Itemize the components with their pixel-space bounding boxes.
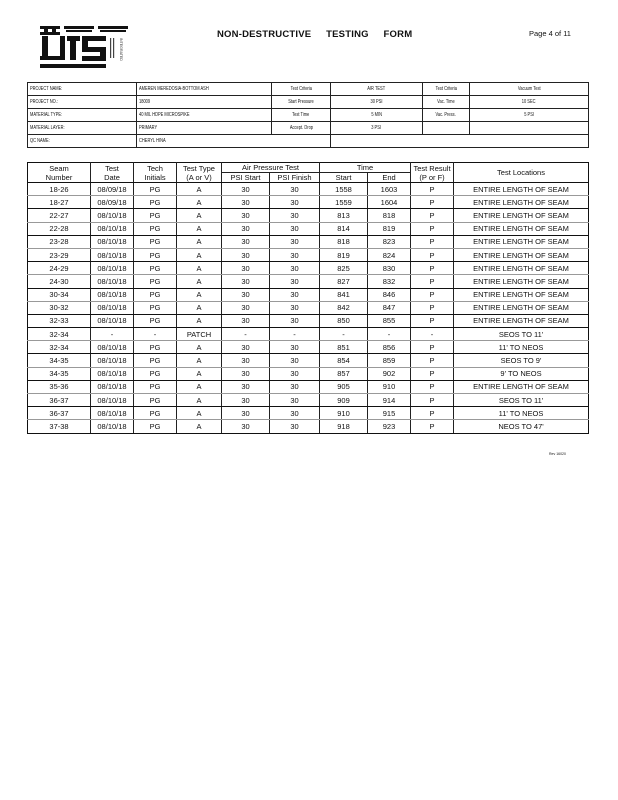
tech-initials-cell: PG xyxy=(134,288,177,301)
psi-finish-cell: 30 xyxy=(270,248,320,261)
seam-test-table xyxy=(27,162,589,434)
header-seam-number: Seam Number xyxy=(28,163,91,183)
test-date-cell: 08/09/18 xyxy=(91,183,134,196)
test-date-cell: 08/09/18 xyxy=(91,196,134,209)
test-location-cell: NEOS TO 47' xyxy=(454,420,589,433)
test-date-cell: 08/10/18 xyxy=(91,407,134,420)
test-result-cell: P xyxy=(411,275,454,288)
time-start-cell: 819 xyxy=(320,248,368,261)
table-row xyxy=(28,367,589,380)
header-test-type: Test Type (A or V) xyxy=(177,163,222,183)
tech-initials-cell: PG xyxy=(134,314,177,327)
project-info-cell: Vac. Time xyxy=(423,96,470,109)
test-date-cell: 08/10/18 xyxy=(91,209,134,222)
seam-number-cell: 24-29 xyxy=(28,262,91,275)
seam-number-cell: 37-38 xyxy=(28,420,91,433)
psi-finish-cell: - xyxy=(270,328,320,341)
psi-start-cell: 30 xyxy=(222,262,270,275)
project-info-cell: 5 MIN xyxy=(331,109,423,122)
project-info-cell: Test Time xyxy=(272,109,331,122)
test-date-cell: 08/10/18 xyxy=(91,222,134,235)
time-start-cell: 813 xyxy=(320,209,368,222)
test-location-cell: ENTIRE LENGTH OF SEAM xyxy=(454,288,589,301)
seam-number-cell: 34-35 xyxy=(28,354,91,367)
psi-start-cell: 30 xyxy=(222,209,270,222)
test-location-cell: ENTIRE LENGTH OF SEAM xyxy=(454,301,589,314)
test-location-cell: SEOS TO 11' xyxy=(454,394,589,407)
psi-finish-cell: 30 xyxy=(270,394,320,407)
time-end-cell: 1603 xyxy=(368,183,411,196)
header-test-locations: Test Locations xyxy=(454,163,589,183)
test-location-cell: ENTIRE LENGTH OF SEAM xyxy=(454,380,589,393)
test-type-cell: A xyxy=(177,275,222,288)
time-end-cell: 846 xyxy=(368,288,411,301)
test-result-cell: P xyxy=(411,354,454,367)
time-start-cell: 825 xyxy=(320,262,368,275)
psi-finish-cell: 30 xyxy=(270,314,320,327)
time-end-cell: 856 xyxy=(368,341,411,354)
header-air-pressure-test: Air Pressure Test xyxy=(222,163,320,173)
test-date-cell: 08/10/18 xyxy=(91,394,134,407)
project-info-cell: Test Criteria xyxy=(423,83,470,96)
project-info-cell: Vac. Press. xyxy=(423,109,470,122)
time-end-cell: 847 xyxy=(368,301,411,314)
seam-number-cell: 32-33 xyxy=(28,314,91,327)
time-end-cell: 823 xyxy=(368,235,411,248)
psi-start-cell: 30 xyxy=(222,196,270,209)
test-date-cell: 08/10/18 xyxy=(91,262,134,275)
tech-initials-cell: PG xyxy=(134,196,177,209)
tech-initials-cell: PG xyxy=(134,301,177,314)
test-result-cell: P xyxy=(411,420,454,433)
test-type-cell: A xyxy=(177,407,222,420)
project-info-cell: MATERIAL TYPE: xyxy=(28,109,137,122)
test-location-cell: ENTIRE LENGTH OF SEAM xyxy=(454,235,589,248)
test-result-cell: P xyxy=(411,380,454,393)
header-tech-initials: Tech Initials xyxy=(134,163,177,183)
table-row xyxy=(28,394,589,407)
table-row xyxy=(28,235,589,248)
test-result-cell: P xyxy=(411,394,454,407)
time-end-cell: 824 xyxy=(368,248,411,261)
test-result-cell: P xyxy=(411,196,454,209)
time-end-cell: 830 xyxy=(368,262,411,275)
test-type-cell: A xyxy=(177,196,222,209)
psi-finish-cell: 30 xyxy=(270,222,320,235)
tech-initials-cell: PG xyxy=(134,394,177,407)
test-result-cell: P xyxy=(411,248,454,261)
test-date-cell: 08/10/18 xyxy=(91,354,134,367)
form-title: NON-DESTRUCTIVE TESTING FORM xyxy=(217,29,413,40)
test-type-cell: A xyxy=(177,354,222,367)
table-row xyxy=(28,420,589,433)
table-row xyxy=(28,380,589,393)
time-start-cell: 814 xyxy=(320,222,368,235)
time-end-cell: 818 xyxy=(368,209,411,222)
tech-initials-cell: - xyxy=(134,328,177,341)
qc-blank xyxy=(331,135,589,148)
tech-initials-cell: PG xyxy=(134,183,177,196)
psi-finish-cell: 30 xyxy=(270,420,320,433)
time-start-cell: 827 xyxy=(320,275,368,288)
table-row xyxy=(28,196,589,209)
time-start-cell: - xyxy=(320,328,368,341)
test-date-cell: 08/10/18 xyxy=(91,301,134,314)
seam-number-cell: 32-34 xyxy=(28,341,91,354)
project-info-cell: 30 PSI xyxy=(331,96,423,109)
page-number: Page 4 of 11 xyxy=(529,29,571,38)
test-result-cell: P xyxy=(411,367,454,380)
time-start-cell: 909 xyxy=(320,394,368,407)
project-info-cell: 10 SEC xyxy=(470,96,589,109)
seam-number-cell: 36-37 xyxy=(28,394,91,407)
time-start-cell: 851 xyxy=(320,341,368,354)
psi-start-cell: 30 xyxy=(222,420,270,433)
test-result-cell: - xyxy=(411,328,454,341)
logo-side-text: INTEGRATED xyxy=(119,38,123,61)
test-location-cell: ENTIRE LENGTH OF SEAM xyxy=(454,248,589,261)
test-location-cell: ENTIRE LENGTH OF SEAM xyxy=(454,183,589,196)
header-test-date: Test Date xyxy=(91,163,134,183)
tech-initials-cell: PG xyxy=(134,248,177,261)
psi-start-cell: 30 xyxy=(222,222,270,235)
test-location-cell: ENTIRE LENGTH OF SEAM xyxy=(454,196,589,209)
tech-initials-cell: PG xyxy=(134,235,177,248)
test-location-cell: 11' TO NEOS xyxy=(454,407,589,420)
table-row xyxy=(28,314,589,327)
project-info-row xyxy=(28,122,589,135)
tech-initials-cell: PG xyxy=(134,222,177,235)
project-info-row xyxy=(28,96,589,109)
project-info-row xyxy=(28,83,589,96)
test-location-cell: ENTIRE LENGTH OF SEAM xyxy=(454,262,589,275)
time-start-cell: 1558 xyxy=(320,183,368,196)
project-info-cell: 40 MIL HDPE MICROSPIKE xyxy=(137,109,272,122)
seam-number-cell: 18-26 xyxy=(28,183,91,196)
tech-initials-cell: PG xyxy=(134,341,177,354)
time-end-cell: 923 xyxy=(368,420,411,433)
project-info-table xyxy=(27,82,589,148)
header-time: Time xyxy=(320,163,411,173)
time-start-cell: 857 xyxy=(320,367,368,380)
test-type-cell: PATCH xyxy=(177,328,222,341)
time-start-cell: 841 xyxy=(320,288,368,301)
test-date-cell: 08/10/18 xyxy=(91,275,134,288)
project-info-cell: AMEREN MEREDOSIA-BOTTOM ASH xyxy=(137,83,272,96)
test-type-cell: A xyxy=(177,235,222,248)
psi-finish-cell: 30 xyxy=(270,367,320,380)
time-end-cell: - xyxy=(368,328,411,341)
table-row xyxy=(28,341,589,354)
psi-finish-cell: 30 xyxy=(270,301,320,314)
time-end-cell: 1604 xyxy=(368,196,411,209)
test-date-cell: 08/10/18 xyxy=(91,380,134,393)
table-row xyxy=(28,222,589,235)
seam-number-cell: 30-34 xyxy=(28,288,91,301)
project-info-cell: MATERIAL LAYER: xyxy=(28,122,137,135)
tech-initials-cell: PG xyxy=(134,420,177,433)
project-info-cell: PRIMARY xyxy=(137,122,272,135)
test-date-cell: 08/10/18 xyxy=(91,248,134,261)
seam-number-cell: 23-28 xyxy=(28,235,91,248)
psi-start-cell: 30 xyxy=(222,354,270,367)
qc-name-label: QC NAME: xyxy=(28,135,137,148)
test-type-cell: A xyxy=(177,314,222,327)
table-row xyxy=(28,275,589,288)
test-date-cell: 08/10/18 xyxy=(91,367,134,380)
header-test-result: Test Result (P or F) xyxy=(411,163,454,183)
test-result-cell: P xyxy=(411,314,454,327)
time-start-cell: 818 xyxy=(320,235,368,248)
time-end-cell: 819 xyxy=(368,222,411,235)
psi-start-cell: 30 xyxy=(222,288,270,301)
project-info-cell: PROJECT NAME: xyxy=(28,83,137,96)
qc-name-value: CHERYL HINA xyxy=(137,135,331,148)
time-start-cell: 918 xyxy=(320,420,368,433)
psi-finish-cell: 30 xyxy=(270,262,320,275)
psi-finish-cell: 30 xyxy=(270,196,320,209)
project-info-cell: Accept. Drop xyxy=(272,122,331,135)
psi-start-cell: 30 xyxy=(222,407,270,420)
test-date-cell: - xyxy=(91,328,134,341)
test-result-cell: P xyxy=(411,183,454,196)
test-type-cell: A xyxy=(177,183,222,196)
table-row xyxy=(28,407,589,420)
seam-number-cell: 18-27 xyxy=(28,196,91,209)
test-date-cell: 08/10/18 xyxy=(91,420,134,433)
table-row xyxy=(28,209,589,222)
time-end-cell: 915 xyxy=(368,407,411,420)
psi-finish-cell: 30 xyxy=(270,288,320,301)
test-type-cell: A xyxy=(177,248,222,261)
project-info-cell: 5 PSI xyxy=(470,109,589,122)
test-location-cell: ENTIRE LENGTH OF SEAM xyxy=(454,209,589,222)
test-result-cell: P xyxy=(411,341,454,354)
table-row xyxy=(28,301,589,314)
time-start-cell: 910 xyxy=(320,407,368,420)
test-type-cell: A xyxy=(177,367,222,380)
test-type-cell: A xyxy=(177,394,222,407)
test-result-cell: P xyxy=(411,235,454,248)
project-info-cell: 3 PSI xyxy=(331,122,423,135)
test-date-cell: 08/10/18 xyxy=(91,341,134,354)
psi-start-cell: 30 xyxy=(222,314,270,327)
time-end-cell: 859 xyxy=(368,354,411,367)
tech-initials-cell: PG xyxy=(134,275,177,288)
seam-number-cell: 35-36 xyxy=(28,380,91,393)
revision-label: Rev 16020 xyxy=(549,452,566,456)
psi-start-cell: 30 xyxy=(222,275,270,288)
time-start-cell: 854 xyxy=(320,354,368,367)
test-result-cell: P xyxy=(411,407,454,420)
time-start-cell: 905 xyxy=(320,380,368,393)
company-logo xyxy=(40,24,132,70)
project-info-cell: Start Pressure xyxy=(272,96,331,109)
psi-finish-cell: 30 xyxy=(270,235,320,248)
test-location-cell: SEOS TO 11' xyxy=(454,328,589,341)
seam-number-cell: 36-37 xyxy=(28,407,91,420)
project-info-cell xyxy=(423,122,470,135)
psi-finish-cell: 30 xyxy=(270,380,320,393)
table-row xyxy=(28,262,589,275)
psi-start-cell: 30 xyxy=(222,394,270,407)
header-start: Start xyxy=(320,173,368,183)
time-end-cell: 910 xyxy=(368,380,411,393)
psi-finish-cell: 30 xyxy=(270,209,320,222)
test-type-cell: A xyxy=(177,222,222,235)
time-start-cell: 842 xyxy=(320,301,368,314)
project-info-cell: 18009 xyxy=(137,96,272,109)
test-location-cell: 9' TO NEOS xyxy=(454,367,589,380)
test-result-cell: P xyxy=(411,209,454,222)
header-end: End xyxy=(368,173,411,183)
test-location-cell: SEOS TO 9' xyxy=(454,354,589,367)
table-row xyxy=(28,354,589,367)
test-result-cell: P xyxy=(411,301,454,314)
test-type-cell: A xyxy=(177,209,222,222)
project-info-cell xyxy=(470,122,589,135)
test-date-cell: 08/10/18 xyxy=(91,235,134,248)
seam-number-cell: 22-27 xyxy=(28,209,91,222)
test-type-cell: A xyxy=(177,288,222,301)
test-result-cell: P xyxy=(411,222,454,235)
table-row xyxy=(28,183,589,196)
project-info-cell: AIR TEST xyxy=(331,83,423,96)
time-end-cell: 832 xyxy=(368,275,411,288)
tech-initials-cell: PG xyxy=(134,209,177,222)
table-row xyxy=(28,248,589,261)
test-type-cell: A xyxy=(177,301,222,314)
time-start-cell: 850 xyxy=(320,314,368,327)
psi-finish-cell: 30 xyxy=(270,407,320,420)
project-info-cell: Test Criteria xyxy=(272,83,331,96)
test-location-cell: 11' TO NEOS xyxy=(454,341,589,354)
psi-finish-cell: 30 xyxy=(270,183,320,196)
project-info-cell: PROJECT NO.: xyxy=(28,96,137,109)
time-end-cell: 855 xyxy=(368,314,411,327)
test-location-cell: ENTIRE LENGTH OF SEAM xyxy=(454,222,589,235)
time-start-cell: 1559 xyxy=(320,196,368,209)
test-type-cell: A xyxy=(177,341,222,354)
seam-number-cell: 23-29 xyxy=(28,248,91,261)
tech-initials-cell: PG xyxy=(134,354,177,367)
psi-start-cell: 30 xyxy=(222,183,270,196)
tech-initials-cell: PG xyxy=(134,262,177,275)
test-location-cell: ENTIRE LENGTH OF SEAM xyxy=(454,314,589,327)
time-end-cell: 902 xyxy=(368,367,411,380)
time-end-cell: 914 xyxy=(368,394,411,407)
tech-initials-cell: PG xyxy=(134,407,177,420)
table-row xyxy=(28,288,589,301)
psi-start-cell: - xyxy=(222,328,270,341)
table-row xyxy=(28,328,589,341)
test-date-cell: 08/10/18 xyxy=(91,314,134,327)
project-info-row xyxy=(28,109,589,122)
project-info-cell: Vacuum Test xyxy=(470,83,589,96)
tech-initials-cell: PG xyxy=(134,380,177,393)
seam-number-cell: 32-34 xyxy=(28,328,91,341)
test-location-cell: ENTIRE LENGTH OF SEAM xyxy=(454,275,589,288)
seam-number-cell: 30-32 xyxy=(28,301,91,314)
psi-start-cell: 30 xyxy=(222,248,270,261)
seam-number-cell: 22-28 xyxy=(28,222,91,235)
header-psi-start: PSI Start xyxy=(222,173,270,183)
test-date-cell: 08/10/18 xyxy=(91,288,134,301)
test-type-cell: A xyxy=(177,262,222,275)
psi-start-cell: 30 xyxy=(222,301,270,314)
psi-finish-cell: 30 xyxy=(270,341,320,354)
psi-start-cell: 30 xyxy=(222,341,270,354)
test-result-cell: P xyxy=(411,262,454,275)
seam-number-cell: 24-30 xyxy=(28,275,91,288)
tech-initials-cell: PG xyxy=(134,367,177,380)
psi-finish-cell: 30 xyxy=(270,275,320,288)
seam-number-cell: 34-35 xyxy=(28,367,91,380)
psi-start-cell: 30 xyxy=(222,367,270,380)
test-result-cell: P xyxy=(411,288,454,301)
psi-finish-cell: 30 xyxy=(270,354,320,367)
test-type-cell: A xyxy=(177,420,222,433)
psi-start-cell: 30 xyxy=(222,235,270,248)
test-type-cell: A xyxy=(177,380,222,393)
psi-start-cell: 30 xyxy=(222,380,270,393)
header-psi-finish: PSI Finish xyxy=(270,173,320,183)
